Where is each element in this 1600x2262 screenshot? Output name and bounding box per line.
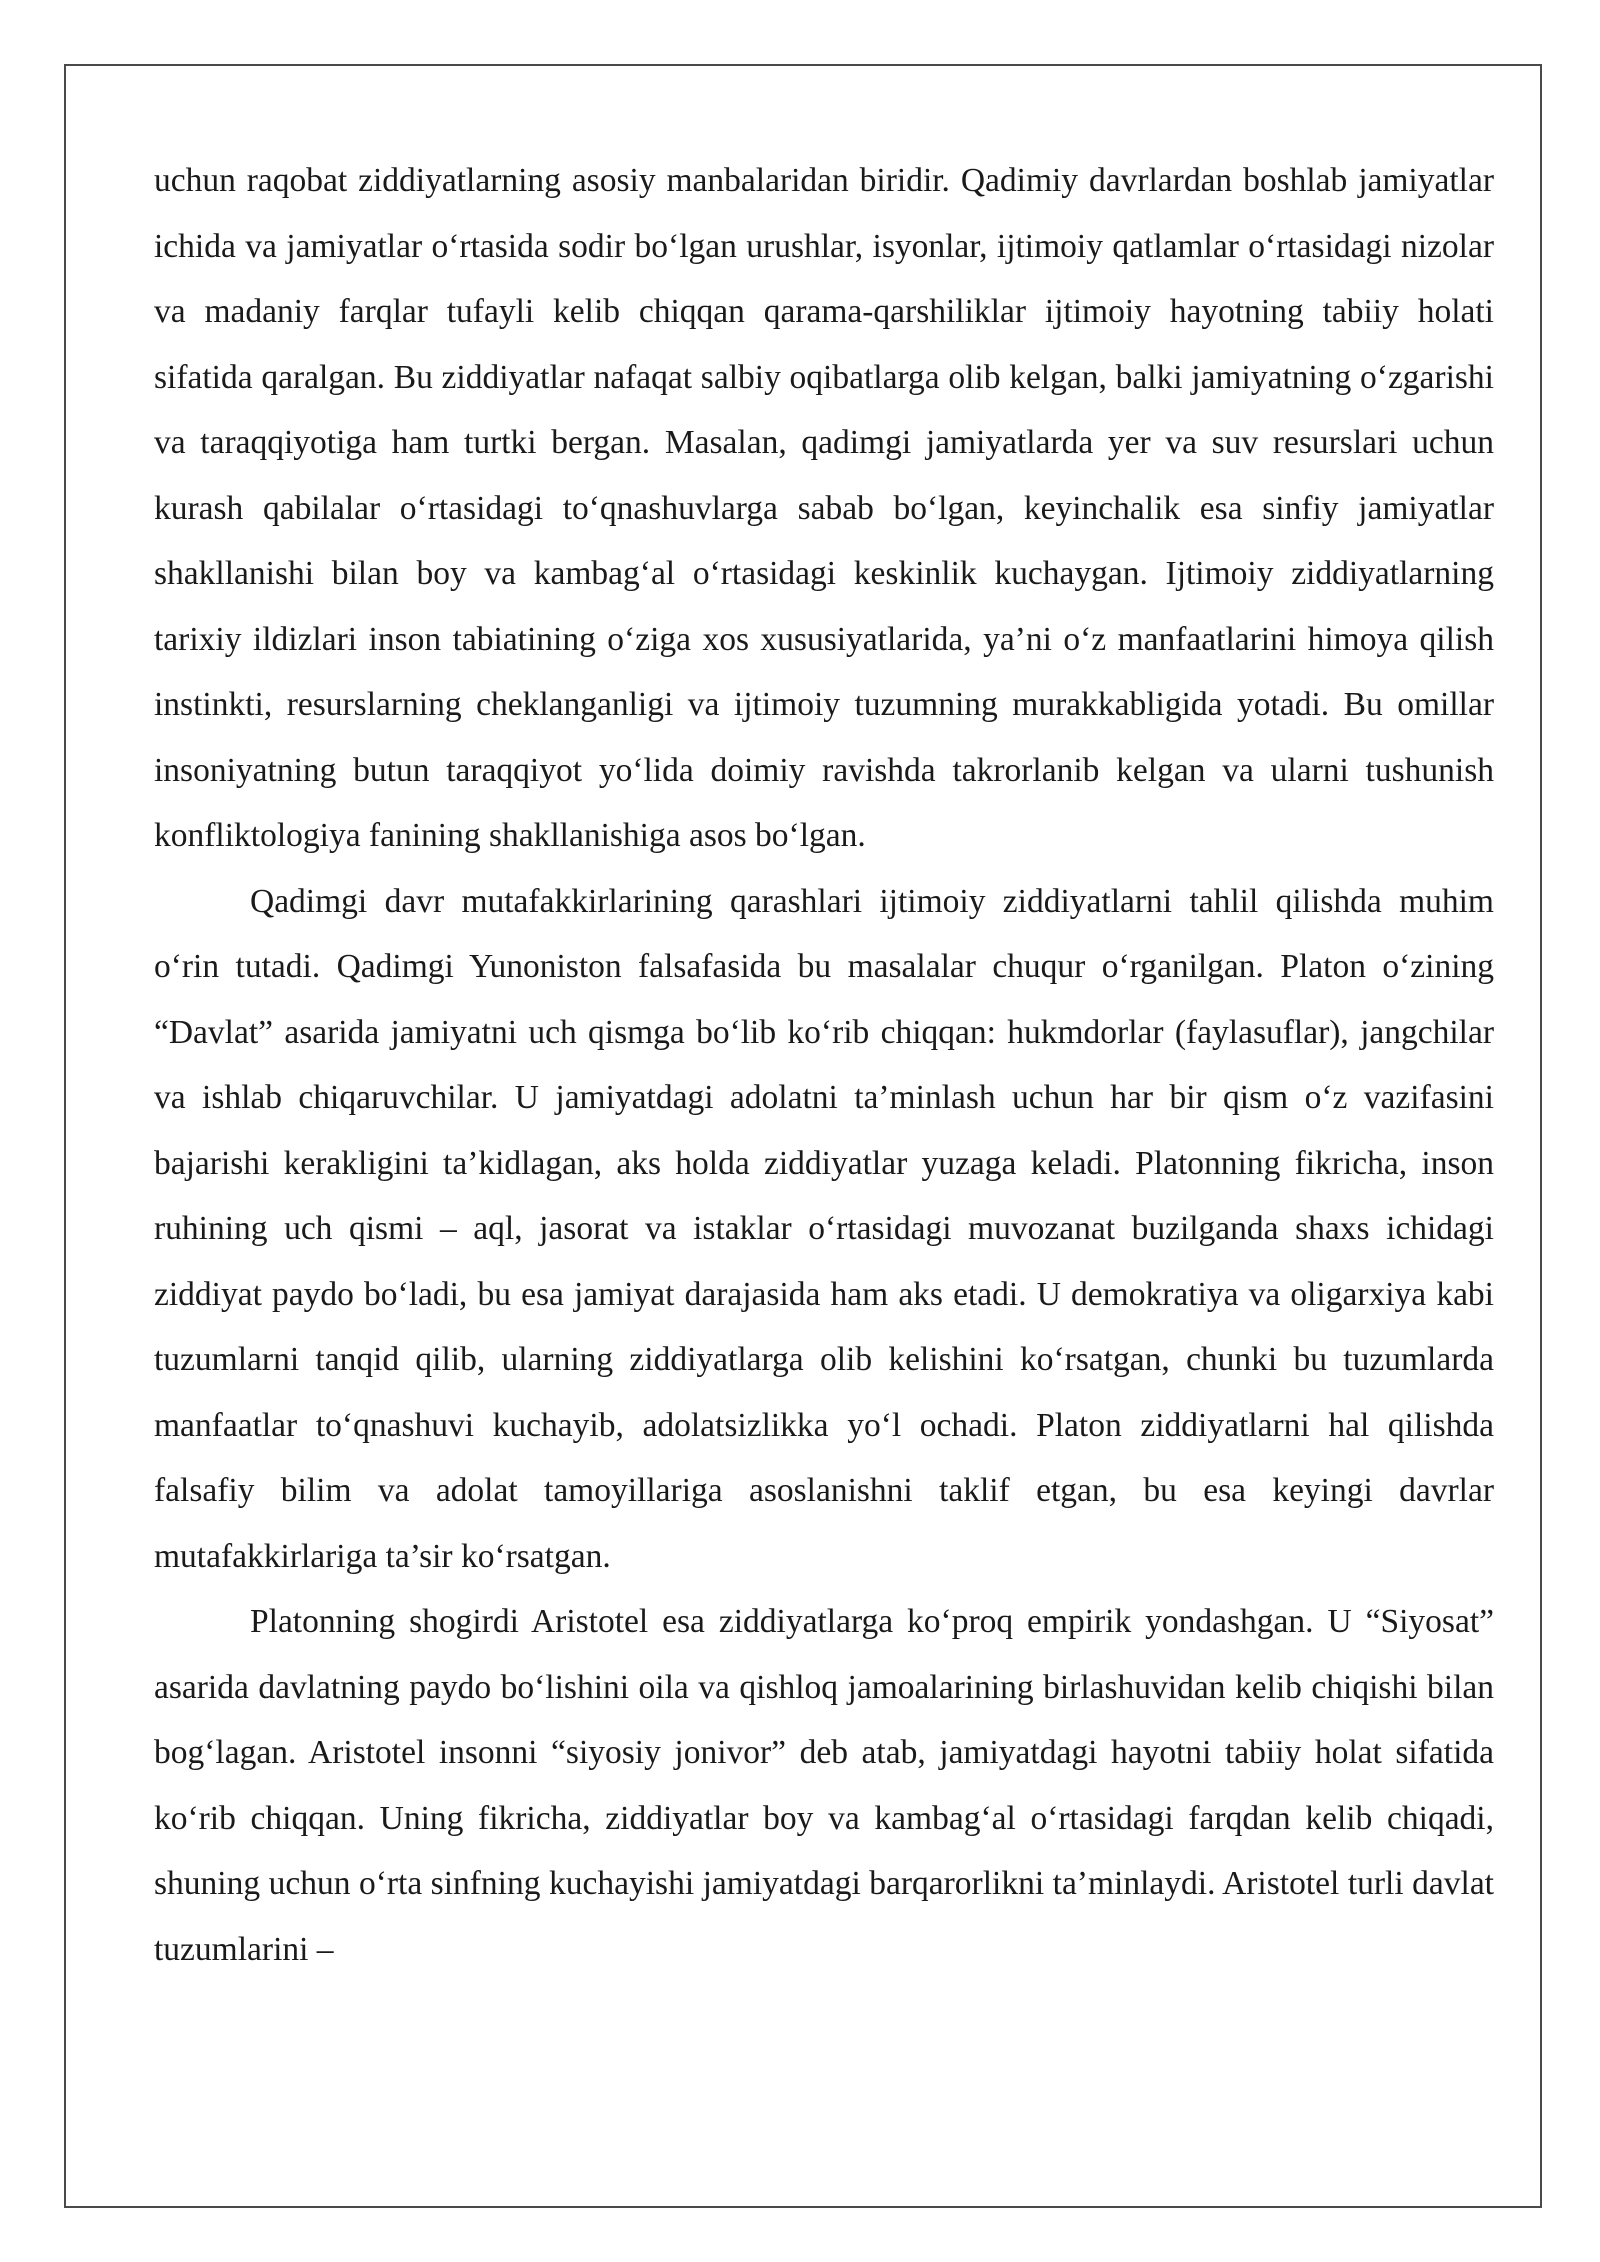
paragraph-1: uchun raqobat ziddiyatlarning asosiy manbalaridan biridir. Qadimiy davrlardan boshlab jamiyatlar ichida va jamiyatlar o‘rtasida sodir bo‘lgan urushlar, isyonlar, ijtimoiy qatlamlar o‘rtasidagi nizolar va madaniy farqlar tufayli kelib chiqqan qarama-qarshiliklar ijtimoiy hayotning tabiiy holati sifatida qaralgan. Bu ziddiyatlar nafaqat salbiy oqibatlarga olib kelgan, balki jamiyatning o‘zgarishi va taraqqiyotiga ham turtki bergan. Masalan, qadimgi jamiyatlarda yer va suv resurslari uchun kurash qabilalar o‘rtasidagi to‘qnashuvlarga sabab bo‘lgan, keyinchalik esa sinfiy jamiyatlar shakllanishi bilan boy va kambag‘al o‘rtasidagi keskinlik kuchaygan. Ijtimoiy ziddiyatlarning tarixiy ildizlari inson tabiatining o‘ziga xos xususiyatlarida, ya’ni o‘z manfaatlarini himoya qilish instinkti, resurslarning cheklanganligi va ijtimoiy tuzumning murakkabligida yotadi. Bu omillar insoniyatning butun taraqqiyot yo‘lida doimiy ravishda takrorlanib kelgan va ularni tushunish konfliktologiya fanining shakllanishiga asos bo‘lgan. <box>154 162 1494 854</box>
paragraph-3: Platonning shogirdi Aristotel esa ziddiyatlarga ko‘proq empirik yondashgan. U “Siyosat” asarida davlatning paydo bo‘lishini oila va qishloq jamoalarining birlashuvidan kelib chiqishi bilan bog‘lagan. Aristotel insonni “siyosiy jonivor” deb atab, jamiyatdagi hayotni tabiiy holat sifatida ko‘rib chiqqan. Uning fikricha, ziddiyatlar boy va kambag‘al o‘rtasidagi farqdan kelib chiqadi, shuning uchun o‘rta sinfning kuchayishi jamiyatdagi barqarorlikni ta’minlaydi. Aristotel turli davlat tuzumlarini – <box>154 1603 1494 1968</box>
paragraph-2: Qadimgi davr mutafakkirlarining qarashlari ijtimoiy ziddiyatlarni tahlil qilishda muhim o‘rin tutadi. Qadimgi Yunoniston falsafasida bu masalalar chuqur o‘rganilgan. Platon o‘zining “Davlat” asarida jamiyatni uch qismga bo‘lib ko‘rib chiqqan: hukmdorlar (faylasuflar), jangchilar va ishlab chiqaruvchilar. U jamiyatdagi adolatni ta’minlash uchun har bir qism o‘z vazifasini bajarishi kerakligini ta’kidlagan, aks holda ziddiyatlar yuzaga keladi. Platonning fikricha, inson ruhining uch qismi – aql, jasorat va istaklar o‘rtasidagi muvozanat buzilganda shaxs ichidagi ziddiyat paydo bo‘ladi, bu esa jamiyat darajasida ham aks etadi. U demokratiya va oligarxiya kabi tuzumlarni tanqid qilib, ularning ziddiyatlarga olib kelishini ko‘rsatgan, chunki bu tuzumlarda manfaatlar to‘qnashuvi kuchayib, adolatsizlikka yo‘l ochadi. Platon ziddiyatlarni hal qilishda falsafiy bilim va adolat tamoyillariga asoslanishni taklif etgan, bu esa keyingi davrlar mutafakkirlariga ta’sir ko‘rsatgan. <box>154 882 1494 1575</box>
document-body <box>154 148 1494 1982</box>
